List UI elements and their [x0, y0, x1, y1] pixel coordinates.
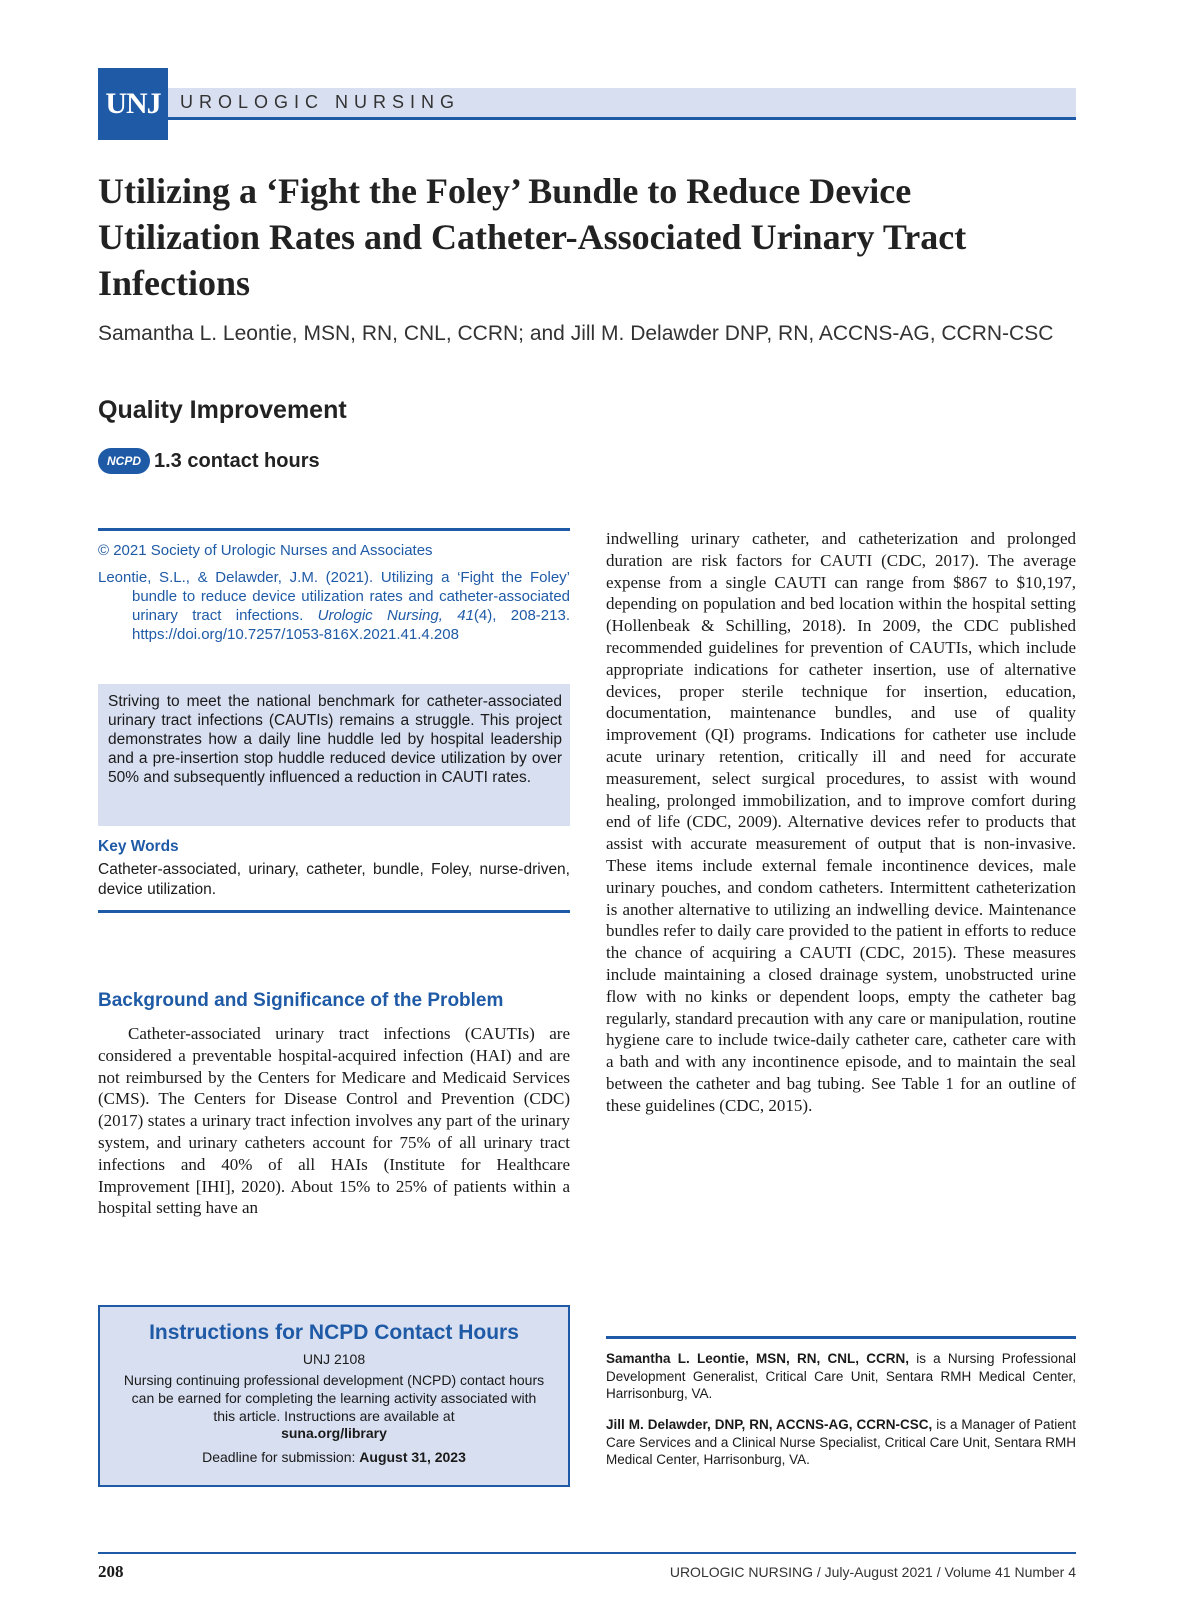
author1-name: Samantha L. Leontie, MSN, RN, CNL, CCRN, — [606, 1351, 909, 1366]
ncpd-description: Nursing continuing professional development (NCPD) contact hours can be earned for completing the learning activity associated with this article. Instructions are available at — [123, 1372, 545, 1424]
divider-keywords — [98, 910, 570, 913]
citation — [98, 568, 570, 644]
article-authors: Samantha L. Leontie, MSN, RN, CNL, CCRN; and Jill M. Delawder DNP, RN, ACCNS-AG, CCRN-CSC — [98, 322, 1054, 345]
author2-desc: is a Manager of Patient Care Services and a Clinical Nurse Specialist, Critical Care Unit, Sentara RMH Medical Center, Harrisonburg, VA. — [606, 1417, 1076, 1467]
footer-journal-info: UROLOGIC NURSING / July-August 2021 / Volume 41 Number 4 — [669, 1564, 1076, 1580]
ncpd-deadline-date: August 31, 2023 — [359, 1449, 466, 1465]
divider-top — [98, 528, 570, 531]
journal-logo: UNJ — [98, 68, 168, 140]
ncpd-instructions-box — [98, 1305, 570, 1487]
footer-divider — [98, 1552, 1076, 1554]
section-heading: Background and Significance of the Problem — [98, 990, 504, 1011]
citation-journal: Urologic Nursing, 41 — [317, 607, 474, 624]
copyright-notice: © 2021 Society of Urologic Nurses and Associates — [98, 542, 433, 559]
abstract-box — [98, 684, 570, 826]
ncpd-link[interactable]: suna.org/library — [281, 1425, 387, 1441]
ncpd-deadline — [100, 1449, 568, 1465]
abstract-text: Striving to meet the national benchmark for catheter-associated urinary tract infections (CAUTIs) remains a struggle. This project demonstrates how a daily line huddle led by hospital leadership and a pre-insertion stop huddle reduced device utilization by over 50% and subsequently influenced a reduction in CAUTI rates. — [108, 693, 562, 786]
author-info-2 — [606, 1416, 1076, 1469]
right-body-text: indwelling urinary catheter, and catheterization and prolonged duration are risk factors for CAUTI (CDC, 2017). The average expense from a single CAUTI can range from $867 to $10,197, depending on population and bed location within the hospital setting (Hollenbeak & Schilling, 2018). In 2009, the CDC published recommended guidelines for prevention of CAUTIs, which include appropriate indications for catheter insertion, use of alternative devices, proper sterile technique for insertion, education, documentation, maintenance bundles, and use of quality improvement (QI) programs. Indications for catheter use include acute urinary retention, critically ill and need for accurate measurement, select surgical procedures, to assist with wound healing, prolonged immobilization, and to improve comfort during end of life (CDC, 2009). Alternative devices refer to products that assist with accurate measurement of output that is non-invasive. These items include external female incontinence devices, male urinary pouches, and condom catheters. Intermittent catheterization is another alternative to utilizing an indwelling device. Maintenance bundles refer to daily care provided to the patient in efforts to reduce the chance of acquiring a CAUTI (CDC, 2015). These measures include maintaining a closed drainage system, unobstructed urine flow with no kinks or dependent loops, empty the catheter bag regularly, standard precaution with any care or manipulation, routine hygiene care to include twice-daily catheter care, catheter care with a bath and with any incontinence episode, and to maintain the seal between the catheter and bag tubing. See Table 1 for an outline of these guidelines (CDC, 2015). — [606, 529, 1076, 1115]
article-title: Utilizing a ‘Fight the Foley’ Bundle to Reduce Device Utilization Rates and Catheter-Associated Urinary Tract Infections — [98, 171, 967, 303]
divider-author-info — [606, 1336, 1076, 1339]
ncpd-deadline-label: Deadline for submission: — [202, 1449, 360, 1465]
citation-text: Leontie, S.L., & Delawder, J.M. (2021). Utilizing a ‘Fight the Foley’ bundle to reduce device utilization rates and catheter-associated urinary tract infections. — [98, 569, 570, 624]
author-info-1 — [606, 1350, 1076, 1403]
author2-name: Jill M. Delawder, DNP, RN, ACCNS-AG, CCRN-CSC, — [606, 1417, 933, 1432]
contact-hours: 1.3 contact hours — [154, 449, 320, 472]
left-body-text: Catheter-associated urinary tract infections (CAUTIs) are considered a preventable hospital-acquired infection (HAI) and are not reimbursed by the Centers for Medicare and Medicaid Services (CMS). The Centers for Disease Control and Prevention (CDC) (2017) states a urinary tract infection involves any part of the urinary system, and urinary catheters account for 75% of all urinary tract infections and 40% of all HAIs (Institute for Healthcare Improvement [IHI], 2020). About 15% to 25% of patients within a hospital setting have an — [98, 1024, 570, 1218]
journal-name-bar — [168, 88, 1076, 120]
ncpd-code: UNJ 2108 — [302, 1351, 366, 1367]
keywords-text: Catheter-associated, urinary, catheter, bundle, Foley, nurse-driven, device utilization. — [98, 861, 570, 898]
ncpd-badge-icon: NCPD — [98, 448, 150, 474]
contact-hours-row — [98, 446, 320, 476]
article-category: Quality Improvement — [98, 396, 347, 424]
ncpd-title: Instructions for NCPD Contact Hours — [149, 1321, 519, 1344]
page-number: 208 — [98, 1562, 124, 1581]
journal-name: UROLOGIC NURSING — [180, 92, 461, 112]
author1-desc: is a Nursing Professional Development Generalist, Critical Care Unit, Sentara RMH Medical Center, Harrisonburg, VA. — [606, 1351, 1076, 1401]
citation-doi[interactable]: (4), 208-213. https://doi.org/10.7257/1053-816X.2021.41.4.208 — [132, 607, 570, 643]
keywords-heading: Key Words — [98, 838, 179, 855]
